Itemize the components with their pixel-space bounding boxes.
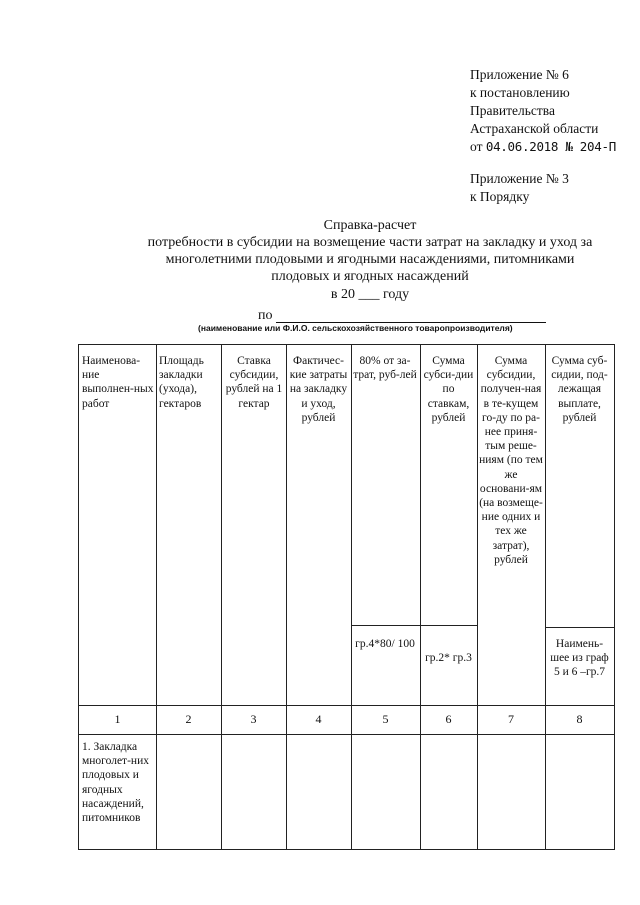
formula-col-6: гр.2* гр.3: [425, 652, 472, 664]
column-number: 7: [508, 712, 514, 726]
doc-year-line: в 20 ___ году: [330, 287, 410, 302]
column-number: 1: [114, 712, 121, 726]
formula-col-5: гр.4*80/ 100: [355, 638, 415, 650]
column-number: 2: [185, 712, 192, 726]
column-number: 5: [382, 712, 389, 726]
header-col-3: Ставка субсидии, рублей на 1 гектар: [225, 355, 283, 410]
appendix-line: Приложение № 3: [470, 171, 569, 186]
formula-col-8: Наимень-шее из граф 5 и 6 –гр.7: [550, 638, 609, 679]
appendix-block: [470, 66, 638, 206]
row-label: 1. Закладка многолет-них плодовых и ягодных насаждений, питомников: [82, 741, 149, 825]
appendix-line: к Порядку: [470, 189, 530, 204]
column-number: 4: [315, 712, 322, 726]
header-col-4: Фактичес-кие затраты на закладку и уход, рублей: [289, 355, 348, 424]
doc-subtitle-line: потребности в субсидии на возмещение части затрат на закладку и уход за: [147, 235, 593, 250]
appendix-line: Правительства: [470, 103, 555, 118]
column-number: 6: [445, 712, 452, 726]
appendix-line: Приложение № 6: [470, 67, 569, 82]
calculation-table: [78, 344, 615, 850]
po-label: по: [258, 308, 273, 323]
header-col-6: Сумма субси-дии по ставкам, рублей: [423, 355, 474, 424]
doc-subtitle-line: плодовых и ягодных насаждений: [271, 269, 469, 284]
doc-subtitle-line: многолетними плодовыми и ягодными насаждениями, питомниками: [165, 252, 575, 267]
header-col-5: 80% от за-трат, руб-лей: [353, 355, 417, 382]
doc-title: Справка-расчет: [323, 218, 417, 233]
appendix-line: Астраханской области: [470, 121, 599, 136]
appendix-date-line: [470, 138, 638, 156]
column-number: 8: [576, 712, 583, 726]
header-col-7: Сумма субсидии, получен-ная в те-кущем го-ду по ра-нее приня-тым реше-ниям (по тем же основани-ям (на возмеще-ние одних и тех же затрат), рублей: [479, 355, 543, 566]
date-stamp: 04.06.2018 № 204-П: [485, 139, 616, 154]
column-number: 3: [250, 712, 257, 726]
header-col-8: Сумма суб-сидии, под-лежащая выплате, рублей: [551, 355, 608, 424]
header-col-1: Наименова-ние выполнен-ных работ: [82, 355, 154, 410]
appendix-line: к постановлению: [470, 85, 570, 100]
fill-in-caption: (наименование или Ф.И.О. сельскохозяйственного товаропроизводителя): [198, 323, 513, 333]
date-prefix: от: [470, 139, 483, 154]
header-col-2: Площадь закладки (ухода), гектаров: [159, 355, 204, 410]
